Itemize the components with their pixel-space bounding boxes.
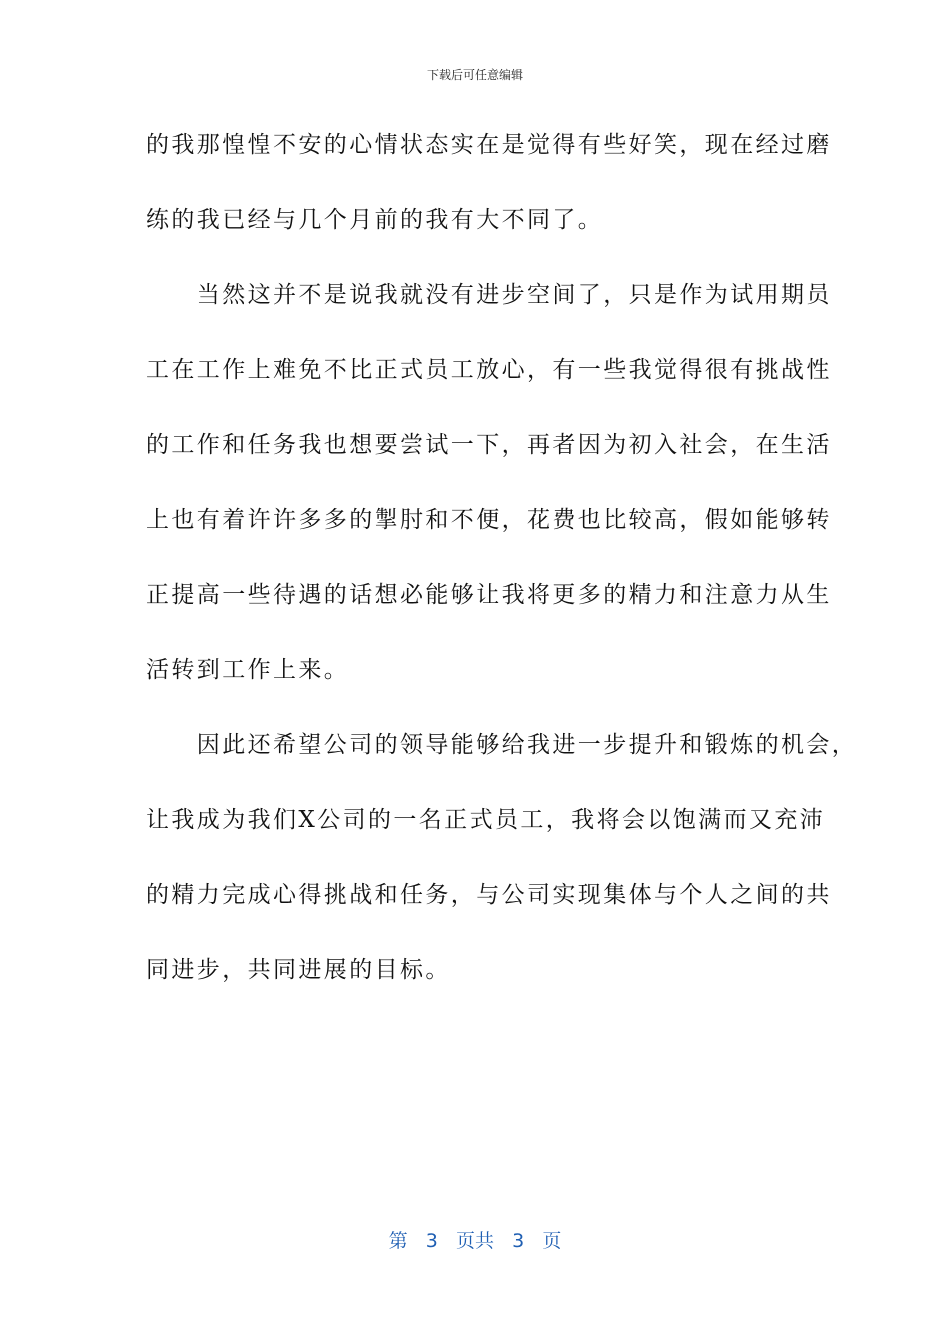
- body-line: 同进步，共同进展的目标。: [146, 957, 451, 983]
- body-line: 当然这并不是说我就没有进步空间了，只是作为试用期员: [146, 282, 832, 308]
- page-header: 下载后可任意编辑: [426, 68, 523, 82]
- body-line: 的我那惶惶不安的心情状态实在是觉得有些好笑，现在经过磨: [146, 132, 832, 158]
- body-line: 练的我已经与几个月前的我有大不同了。: [146, 207, 604, 233]
- body-line: 因此还希望公司的领导能够给我进一步提升和锻炼的机会，: [146, 732, 858, 758]
- body-line: 让我成为我们X公司的一名正式员工，我将会以饱满而又充沛: [146, 807, 826, 833]
- body-line: 活转到工作上来。: [146, 657, 350, 683]
- body-line: 的精力完成心得挑战和任务，与公司实现集体与个人之间的共: [146, 882, 832, 908]
- footer-prefix: 第: [388, 1230, 408, 1252]
- footer-suffix: 页: [542, 1230, 562, 1252]
- page-footer: [0, 1226, 950, 1253]
- current-page-number: 3: [425, 1230, 438, 1252]
- body-line: 的工作和任务我也想要尝试一下，再者因为初入社会，在生活: [146, 432, 832, 458]
- body-line: 上也有着许许多多的掣肘和不便，花费也比较高，假如能够转: [146, 507, 832, 533]
- body-line: 工在工作上难免不比正式员工放心，有一些我觉得很有挑战性: [146, 357, 832, 383]
- footer-middle: 页共: [455, 1230, 494, 1252]
- body-line: 正提高一些待遇的话想必能够让我将更多的精力和注意力从生: [146, 582, 832, 608]
- total-pages-number: 3: [512, 1230, 525, 1252]
